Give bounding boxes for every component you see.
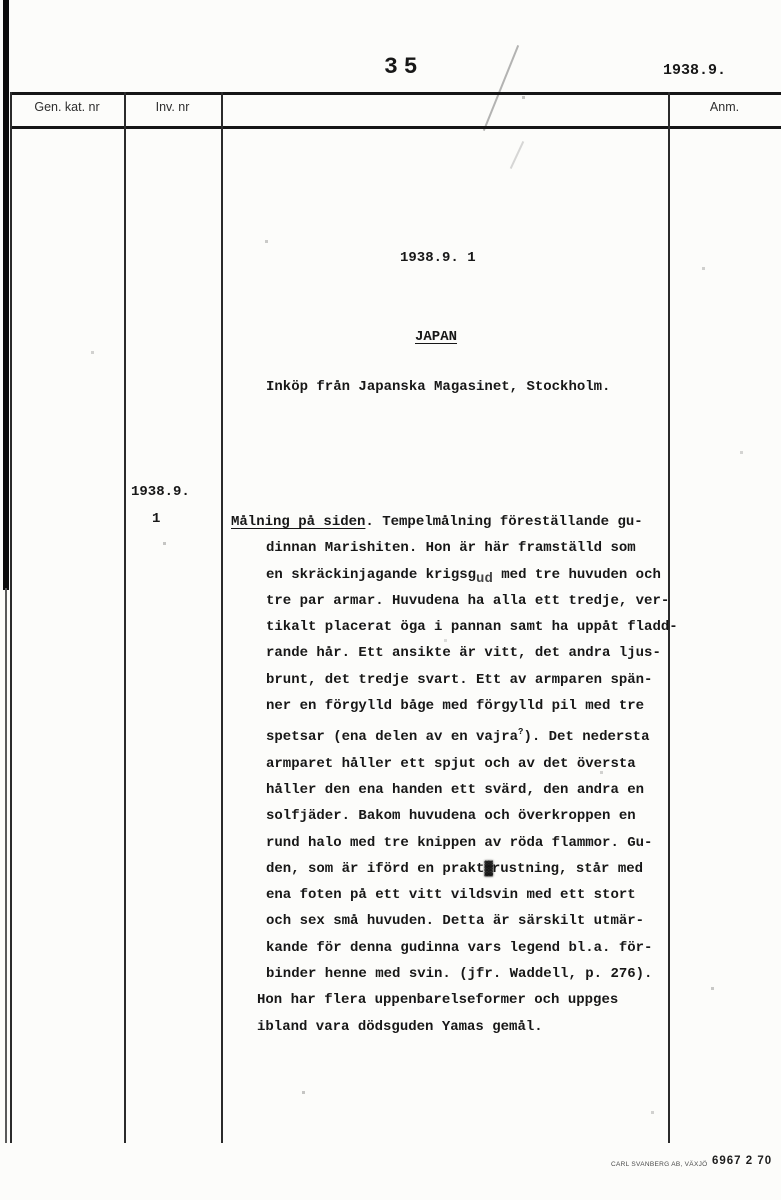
- description-line: den, som är iförd en prakt▓rustning, står med: [266, 860, 644, 877]
- description-line: rund halo med tre knippen av röda flammor. Gu-: [266, 834, 653, 851]
- description-line: tre par armar. Huvudena ha alla ett tredje, ver-: [266, 592, 670, 609]
- description-line: kande för denna gudinna vars legend bl.a. för-: [266, 939, 653, 956]
- description-line: solfjäder. Bakom huvudena och överkroppen en: [266, 808, 636, 825]
- description-line: håller den ena handen ett svärd, den andra en: [266, 781, 645, 798]
- description-line: armparet håller ett spjut och av det översta: [266, 755, 636, 772]
- description-line: Hon har flera uppenbarelseformer och uppges: [257, 992, 619, 1009]
- col-inv-nr-label: Inv. nr: [155, 100, 190, 114]
- page-number: 35: [384, 54, 424, 80]
- table-left-border: [10, 92, 12, 1143]
- inv-nr-year: 1938.9.: [131, 484, 190, 500]
- description-line: brunt, det tredje svart. Ett av armparen spän-: [266, 671, 653, 688]
- col-gen-kat-nr-label: Gen. kat. nr: [34, 100, 100, 114]
- description-line: tikalt placerat öga i pannan samt ha uppåt fladd-: [266, 619, 678, 636]
- inv-nr-item: 1: [152, 511, 161, 527]
- description-line: ena foten på ett vitt vildsvin med ett stort: [266, 887, 636, 904]
- scan-speckles: [0, 0, 1, 1]
- description-line: spetsar (ena delen av en vajra?). Det nedersta: [266, 727, 650, 746]
- description-line: rande hår. Ett ansikte är vitt, det andra ljus-: [266, 645, 661, 662]
- description-line: ibland vara dödsguden Yamas gemål.: [257, 1018, 543, 1035]
- crease-artifact: [483, 45, 519, 131]
- entry-description: [231, 509, 701, 1040]
- scan-edge-artifact-dark: [3, 0, 9, 590]
- entry-country-heading: JAPAN: [415, 329, 458, 345]
- description-line: en skräckinjagande krigsgud med tre huvuden och: [266, 566, 661, 587]
- printer-imprint: CARL SVANBERG AB, VÄXJÖ: [611, 1161, 708, 1168]
- description-line: dinnan Marishiten. Hon är här framställd som: [266, 540, 636, 557]
- description-line: binder henne med svin. (jfr. Waddell, p. 276).: [266, 966, 653, 983]
- column-divider-inv-main: [221, 92, 223, 1143]
- description-line: ner en förgylld båge med förgylld pil med tre: [266, 698, 645, 715]
- entry-number-heading: 1938.9. 1: [400, 250, 476, 266]
- page-header-date: 1938.9.: [663, 62, 727, 79]
- col-anm-label: Anm.: [709, 100, 740, 114]
- crease-artifact-2: [510, 141, 524, 169]
- description-line: och sex små huvuden. Detta är särskilt utmär-: [266, 913, 645, 930]
- description-line: Målning på siden. Tempelmålning föreställande gu-: [231, 514, 643, 530]
- scan-edge-artifact-light: [5, 588, 7, 1143]
- column-divider-genkat-inv: [124, 92, 126, 1143]
- entry-acquisition-line: Inköp från Japanska Magasinet, Stockholm.: [266, 379, 611, 395]
- print-code: 6967 2 70: [712, 1155, 773, 1167]
